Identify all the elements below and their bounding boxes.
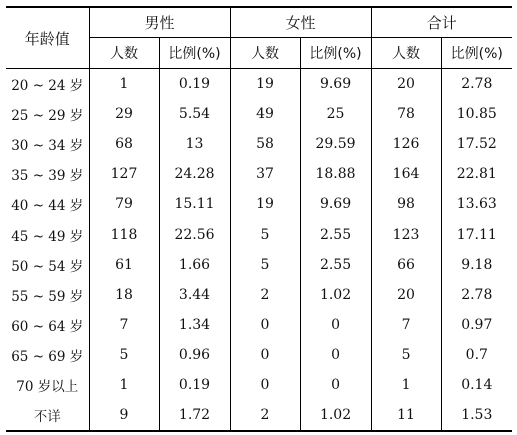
- total-percent-cell: 13.63: [441, 189, 512, 219]
- female-count-cell: 5: [230, 250, 300, 280]
- male-count-cell: 79: [89, 189, 159, 219]
- total-percent-cell: 2.78: [441, 280, 512, 310]
- subheader-male-percent: 比例(%): [159, 38, 230, 69]
- age-cell: 不详: [33, 409, 61, 426]
- age-distribution-table: [6, 6, 512, 432]
- male-percent-cell: 0.96: [159, 340, 230, 370]
- total-count-cell: 11: [371, 400, 441, 431]
- total-percent-cell: 1.53: [441, 400, 512, 431]
- male-count-cell: 1: [89, 69, 159, 100]
- table-row: [6, 99, 512, 129]
- female-count-cell: 49: [230, 99, 300, 129]
- group-header-total: 合计: [371, 7, 512, 38]
- table-row: [6, 159, 512, 189]
- male-count-cell: 7: [89, 310, 159, 340]
- male-count-cell: 61: [89, 250, 159, 280]
- table-row: [6, 370, 512, 400]
- female-percent-cell: 1.02: [300, 280, 371, 310]
- age-cell: 20 ~ 24 岁: [11, 78, 84, 95]
- age-cell: 60 ~ 64 岁: [11, 318, 84, 335]
- age-cell: 50 ~ 54 岁: [11, 258, 84, 275]
- total-count-cell: 66: [371, 250, 441, 280]
- male-percent-cell: 1.66: [159, 250, 230, 280]
- total-percent-cell: 0.14: [441, 370, 512, 400]
- female-count-cell: 0: [230, 370, 300, 400]
- male-count-cell: 9: [89, 400, 159, 431]
- subheader-female-percent: 比例(%): [300, 38, 371, 69]
- subheader-total-percent: 比例(%): [441, 38, 512, 69]
- age-cell: 70 岁以上: [16, 378, 79, 395]
- table-row: [6, 189, 512, 219]
- total-count-cell: 98: [371, 189, 441, 219]
- total-count-cell: 5: [371, 340, 441, 370]
- age-cell: 40 ~ 44 岁: [11, 198, 84, 215]
- male-count-cell: 68: [89, 129, 159, 159]
- total-count-cell: 1: [371, 370, 441, 400]
- table-row: [6, 280, 512, 310]
- female-percent-cell: 9.69: [300, 189, 371, 219]
- total-percent-cell: 17.52: [441, 129, 512, 159]
- male-count-cell: 118: [89, 219, 159, 249]
- female-count-cell: 0: [230, 310, 300, 340]
- table-row: [6, 310, 512, 340]
- male-percent-cell: 5.54: [159, 99, 230, 129]
- subheader-female-count: 人数: [230, 38, 300, 69]
- age-column-header: 年龄值: [6, 7, 89, 69]
- total-percent-cell: 10.85: [441, 99, 512, 129]
- age-cell: 35 ~ 39 岁: [11, 168, 84, 185]
- male-percent-cell: 22.56: [159, 219, 230, 249]
- total-count-cell: 20: [371, 69, 441, 100]
- age-cell: 55 ~ 59 岁: [11, 288, 84, 305]
- female-percent-cell: 0: [300, 340, 371, 370]
- table-row: [6, 129, 512, 159]
- male-percent-cell: 15.11: [159, 189, 230, 219]
- group-header-female: 女性: [230, 7, 371, 38]
- female-percent-cell: 9.69: [300, 69, 371, 100]
- male-percent-cell: 13: [159, 129, 230, 159]
- table-body: [6, 69, 512, 432]
- female-count-cell: 0: [230, 340, 300, 370]
- male-count-cell: 29: [89, 99, 159, 129]
- subheader-male-count: 人数: [89, 38, 159, 69]
- total-percent-cell: 0.7: [441, 340, 512, 370]
- female-count-cell: 37: [230, 159, 300, 189]
- female-count-cell: 19: [230, 69, 300, 100]
- table-row: [6, 250, 512, 280]
- female-percent-cell: 25: [300, 99, 371, 129]
- age-cell: 30 ~ 34 岁: [11, 138, 84, 155]
- total-percent-cell: 9.18: [441, 250, 512, 280]
- subheader-total-count: 人数: [371, 38, 441, 69]
- total-count-cell: 78: [371, 99, 441, 129]
- table-row: [6, 69, 512, 100]
- female-percent-cell: 2.55: [300, 219, 371, 249]
- female-count-cell: 5: [230, 219, 300, 249]
- total-percent-cell: 2.78: [441, 69, 512, 100]
- male-count-cell: 5: [89, 340, 159, 370]
- total-count-cell: 126: [371, 129, 441, 159]
- header-row-groups: [6, 7, 512, 38]
- male-count-cell: 127: [89, 159, 159, 189]
- male-percent-cell: 3.44: [159, 280, 230, 310]
- female-percent-cell: 18.88: [300, 159, 371, 189]
- age-cell: 65 ~ 69 岁: [11, 348, 84, 365]
- age-distribution-table-container: [6, 6, 511, 432]
- total-count-cell: 7: [371, 310, 441, 340]
- male-percent-cell: 0.19: [159, 370, 230, 400]
- female-percent-cell: 29.59: [300, 129, 371, 159]
- female-percent-cell: 1.02: [300, 400, 371, 431]
- female-count-cell: 58: [230, 129, 300, 159]
- total-percent-cell: 0.97: [441, 310, 512, 340]
- female-percent-cell: 0: [300, 310, 371, 340]
- table-header: [6, 7, 512, 69]
- male-percent-cell: 0.19: [159, 69, 230, 100]
- female-percent-cell: 0: [300, 370, 371, 400]
- table-row: [6, 219, 512, 249]
- male-percent-cell: 1.34: [159, 310, 230, 340]
- total-count-cell: 123: [371, 219, 441, 249]
- male-percent-cell: 1.72: [159, 400, 230, 431]
- total-percent-cell: 17.11: [441, 219, 512, 249]
- female-percent-cell: 2.55: [300, 250, 371, 280]
- age-cell: 25 ~ 29 岁: [11, 108, 84, 125]
- male-count-cell: 18: [89, 280, 159, 310]
- total-count-cell: 20: [371, 280, 441, 310]
- total-percent-cell: 22.81: [441, 159, 512, 189]
- female-count-cell: 2: [230, 280, 300, 310]
- female-count-cell: 2: [230, 400, 300, 431]
- total-count-cell: 164: [371, 159, 441, 189]
- table-row: [6, 400, 512, 431]
- table-row: [6, 340, 512, 370]
- female-count-cell: 19: [230, 189, 300, 219]
- age-cell: 45 ~ 49 岁: [11, 228, 84, 245]
- male-count-cell: 1: [89, 370, 159, 400]
- male-percent-cell: 24.28: [159, 159, 230, 189]
- group-header-male: 男性: [89, 7, 230, 38]
